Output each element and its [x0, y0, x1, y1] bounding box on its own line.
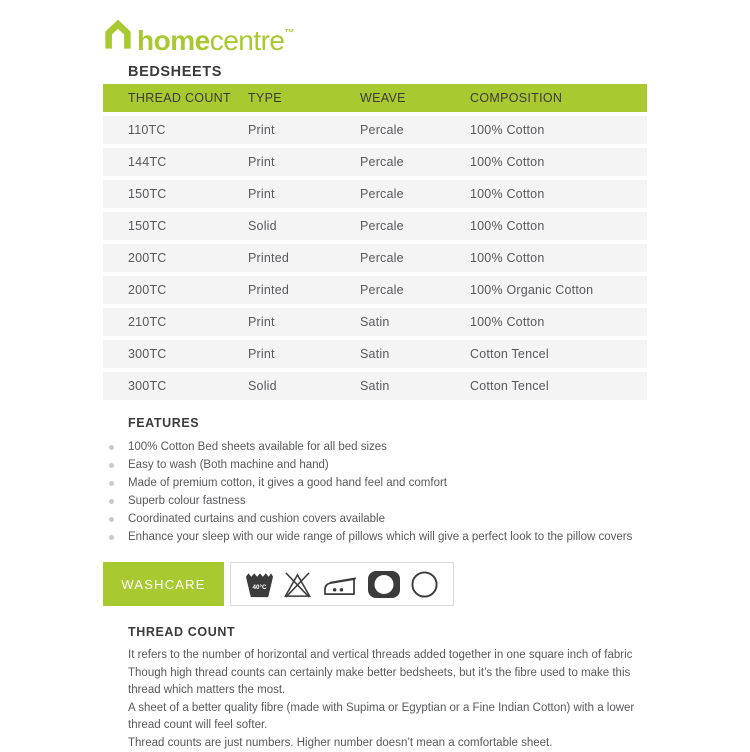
bullet-icon [109, 517, 114, 522]
column-header-weave: WEAVE [360, 91, 470, 105]
feature-text: Made of premium cotton, it gives a good hand feel and comfort [128, 477, 447, 489]
dry-clean-icon [410, 570, 439, 599]
do-not-bleach-icon [283, 570, 312, 599]
table-row [103, 340, 647, 368]
feature-item [103, 510, 750, 528]
cell-composition: 100% Cotton [470, 155, 647, 169]
trademark-symbol: ™ [285, 28, 295, 39]
cell-thread-count: 300TC [128, 379, 248, 393]
table-row [103, 372, 647, 400]
cell-type: Print [248, 347, 360, 361]
cell-type: Print [248, 187, 360, 201]
table-row [103, 308, 647, 336]
cell-weave: Satin [360, 379, 470, 393]
thread-count-section [103, 625, 648, 752]
cell-type: Solid [248, 379, 360, 393]
feature-item [103, 528, 750, 546]
feature-text: Easy to wash (Both machine and hand) [128, 459, 329, 471]
washcare-label: WASHCARE [121, 577, 205, 592]
iron-two-dots-icon [322, 570, 357, 599]
cell-weave: Percale [360, 219, 470, 233]
cell-thread-count: 150TC [128, 219, 248, 233]
cell-weave: Percale [360, 123, 470, 137]
thread-count-paragraph: It refers to the number of horizontal and vertical threads added together in one square inch of fabric [128, 647, 645, 665]
table-header-row [103, 84, 647, 112]
table-row [103, 244, 647, 272]
column-header-type: TYPE [248, 91, 360, 105]
bullet-icon [109, 499, 114, 504]
features-list [103, 438, 750, 546]
cell-thread-count: 144TC [128, 155, 248, 169]
cell-composition: 100% Cotton [470, 187, 647, 201]
washcare-icons-box [230, 562, 454, 606]
cell-thread-count: 210TC [128, 315, 248, 329]
table-row [103, 180, 647, 208]
feature-text: 100% Cotton Bed sheets available for all bed sizes [128, 441, 387, 453]
table-body [103, 116, 647, 400]
cell-composition: 100% Cotton [470, 251, 647, 265]
tumble-dry-icon [367, 570, 401, 599]
bullet-icon [109, 445, 114, 450]
feature-item [103, 456, 750, 474]
feature-item [103, 438, 750, 456]
thread-count-paragraph: Though high thread counts can certainly make better bedsheets, but it’s the fibre used to make this thread which matters the most. [128, 665, 645, 700]
table-row [103, 276, 647, 304]
feature-text: Superb colour fastness [128, 495, 246, 507]
table-row [103, 116, 647, 144]
wash-temp-text: 40°C [252, 582, 266, 590]
bedsheets-spec-table [103, 84, 647, 400]
homecentre-logo [103, 19, 750, 51]
thread-count-paragraph: Thread counts are just numbers. Higher number doesn’t mean a comfortable sheet. [128, 735, 645, 752]
cell-thread-count: 110TC [128, 123, 248, 137]
cell-weave: Percale [360, 251, 470, 265]
features-title: FEATURES [128, 416, 750, 430]
thread-count-paragraph: A sheet of a better quality fibre (made with Supima or Egyptian or a Fine Indian Cotton) with a lower thread count will feel softer. [128, 700, 645, 735]
cell-composition: Cotton Tencel [470, 347, 647, 361]
cell-composition: 100% Cotton [470, 123, 647, 137]
thread-count-title: THREAD COUNT [128, 625, 648, 639]
cell-weave: Satin [360, 315, 470, 329]
cell-weave: Percale [360, 283, 470, 297]
house-icon [103, 19, 133, 50]
table-row [103, 148, 647, 176]
washcare-section [103, 562, 750, 606]
cell-type: Printed [248, 283, 360, 297]
cell-thread-count: 150TC [128, 187, 248, 201]
cell-weave: Satin [360, 347, 470, 361]
cell-weave: Percale [360, 187, 470, 201]
table-row [103, 212, 647, 240]
cell-thread-count: 200TC [128, 251, 248, 265]
page-title: BEDSHEETS [128, 64, 750, 80]
cell-composition: 100% Organic Cotton [470, 283, 647, 297]
bullet-icon [109, 481, 114, 486]
logo-home-text: home [137, 25, 210, 56]
cell-composition: 100% Cotton [470, 219, 647, 233]
feature-item [103, 474, 750, 492]
cell-type: Print [248, 315, 360, 329]
cell-weave: Percale [360, 155, 470, 169]
cell-thread-count: 200TC [128, 283, 248, 297]
cell-type: Print [248, 123, 360, 137]
cell-type: Print [248, 155, 360, 169]
logo-wordmark [137, 19, 295, 61]
logo-centre-text: centre [210, 25, 285, 56]
thread-count-paragraphs [128, 647, 645, 752]
wash-40c-icon [245, 570, 274, 599]
washcare-label-box [103, 562, 224, 606]
cell-thread-count: 300TC [128, 347, 248, 361]
features-section [103, 416, 750, 546]
cell-composition: 100% Cotton [470, 315, 647, 329]
feature-item [103, 492, 750, 510]
feature-text: Coordinated curtains and cushion covers available [128, 513, 385, 525]
bullet-icon [109, 535, 114, 540]
cell-type: Printed [248, 251, 360, 265]
bullet-icon [109, 463, 114, 468]
cell-composition: Cotton Tencel [470, 379, 647, 393]
column-header-thread-count: THREAD COUNT [128, 91, 248, 105]
column-header-composition: COMPOSITION [470, 91, 647, 105]
feature-text: Enhance your sleep with our wide range of pillows which will give a perfect look to the pillow covers [128, 531, 632, 543]
cell-type: Solid [248, 219, 360, 233]
